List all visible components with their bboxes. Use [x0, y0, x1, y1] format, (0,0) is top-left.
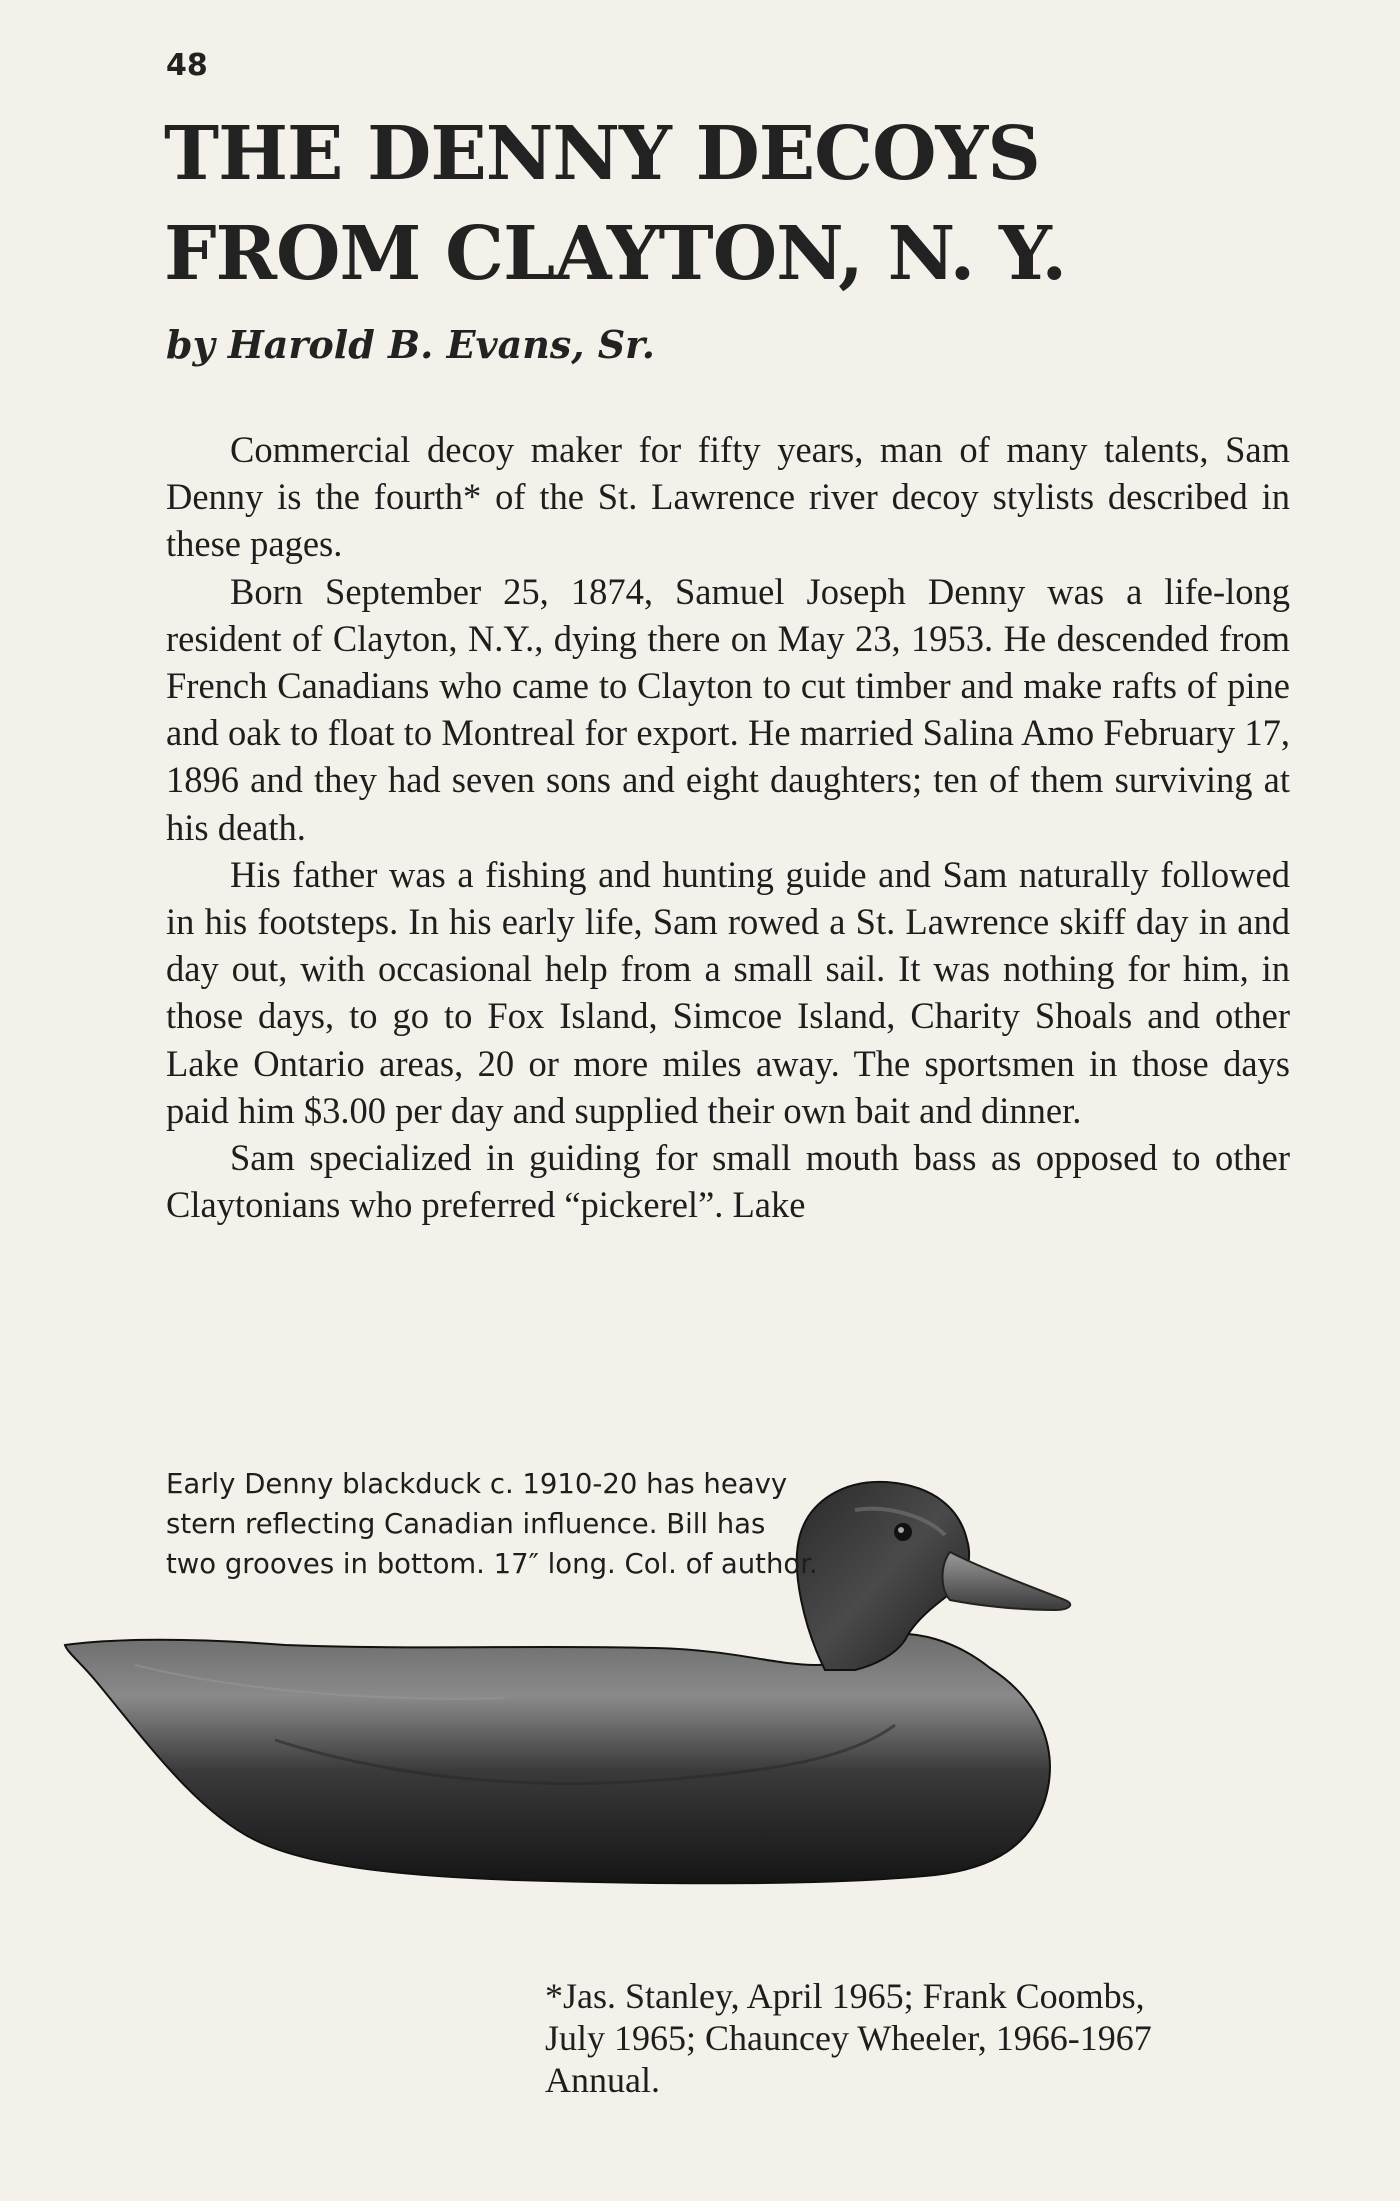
caption-line-3: two grooves in bottom. 17″ long. Col. of author.: [166, 1548, 818, 1580]
byline: by Harold B. Evans, Sr.: [166, 322, 655, 367]
paragraph: Born September 25, 1874, Samuel Joseph Denny was a life-long resident of Clayton, N.Y., dying there on May 23, 1953. He descended from French Canadians who came to Clayton to cut timber and make rafts of pine and oak to float to Montreal for export. He married Salina Amo February 17, 1896 and they had seven sons and eight daughters; ten of them surviving at his death.: [166, 570, 1290, 848]
photo-caption: [166, 1464, 896, 1584]
paragraph: Commercial decoy maker for fifty years, man of many talents, Sam Denny is the fourth* of the St. Lawrence river decoy stylists described in these pages.: [166, 429, 1290, 565]
article-title: [164, 104, 1304, 304]
title-line-1: THE DENNY DECOYS: [164, 111, 1040, 197]
page-number: 48: [166, 48, 208, 83]
footnote-line-2: July 1965; Chauncey Wheeler, 1966-1967: [545, 2018, 1152, 2058]
caption-line-2: stern reflecting Canadian influence. Bill has: [166, 1508, 766, 1540]
title-line-2: FROM CLAYTON, N. Y.: [164, 211, 1067, 297]
footnote: [545, 1975, 1325, 2101]
article-body: [166, 426, 1290, 1228]
paragraph: Sam specialized in guiding for small mouth bass as opposed to other Claytonians who preferred “pickerel”. Lake: [166, 1137, 1290, 1226]
paragraph: His father was a fishing and hunting guide and Sam naturally followed in his footsteps. In his early life, Sam rowed a St. Lawrence skiff day in and day out, with occasional help from a small sail. It was nothing for him, in those days, to go to Fox Island, Simcoe Island, Charity Shoals and other Lake Ontario areas, 20 or more miles away. The sportsmen in those days paid him $3.00 per day and supplied their own bait and dinner.: [166, 853, 1290, 1131]
footnote-line-3: Annual.: [545, 2060, 660, 2100]
footnote-line-1: *Jas. Stanley, April 1965; Frank Coombs,: [545, 1976, 1145, 2016]
caption-line-1: Early Denny blackduck c. 1910-20 has heavy: [166, 1468, 788, 1500]
